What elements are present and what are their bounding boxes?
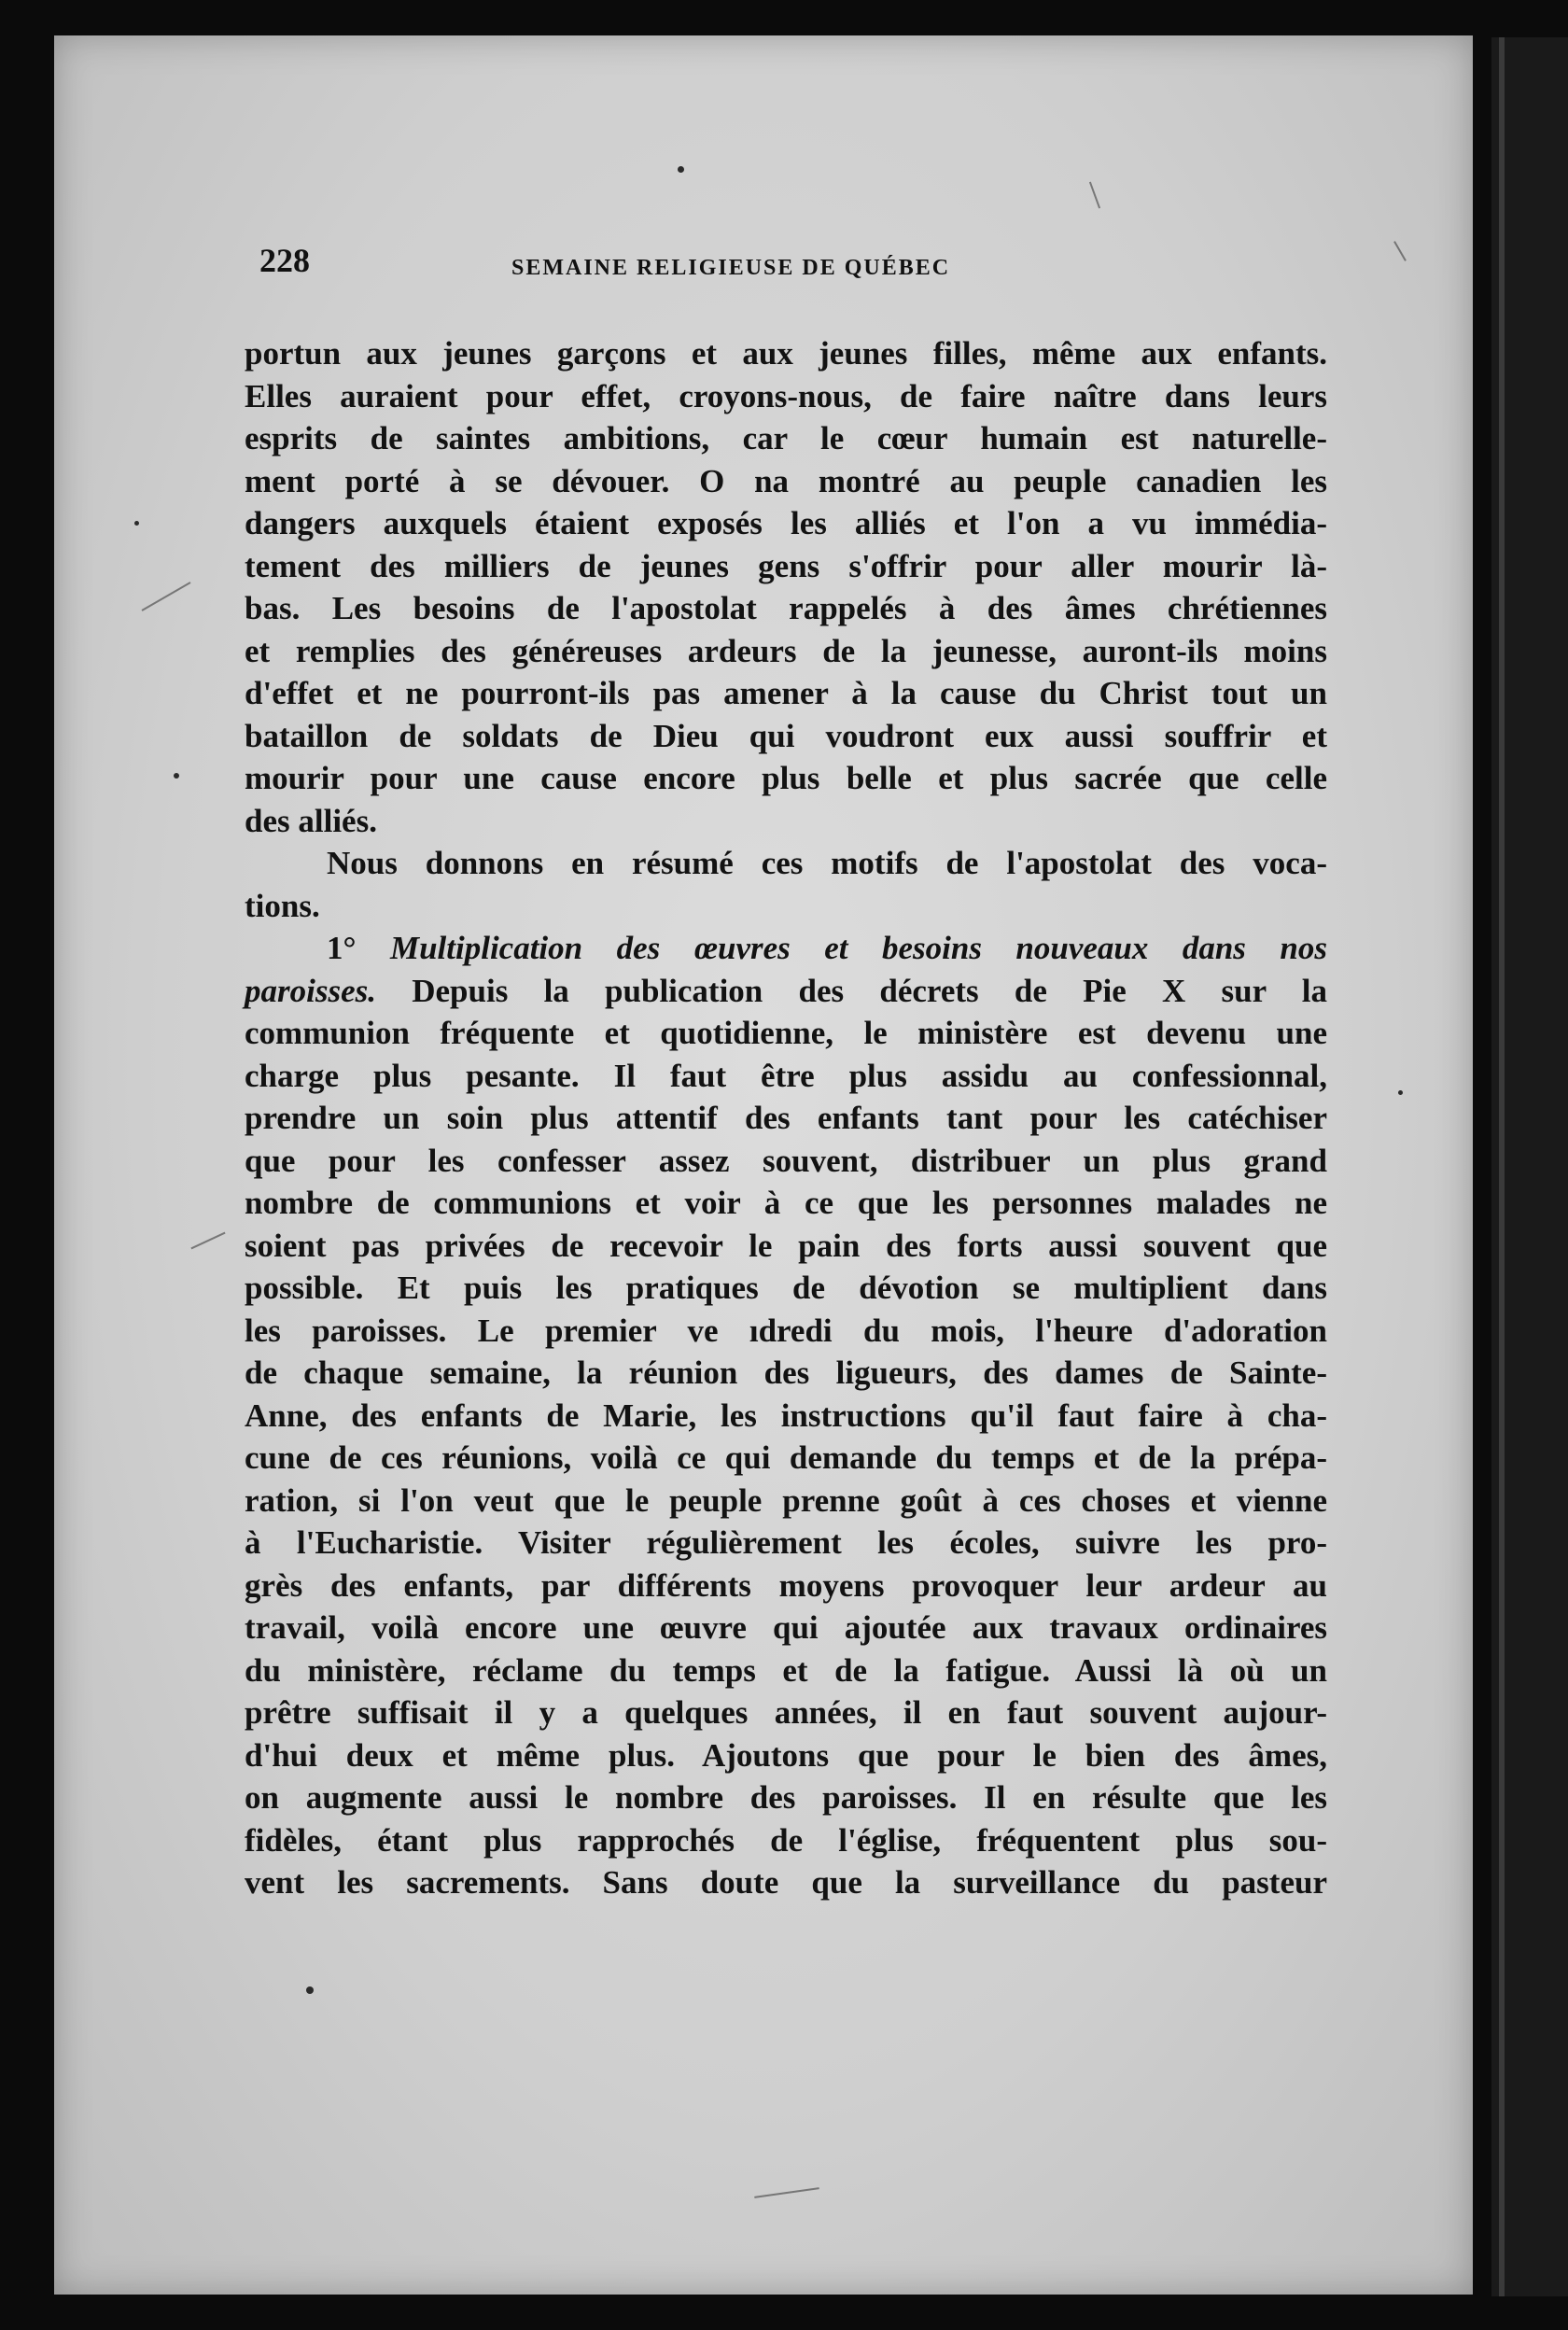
text-line [245,332,1327,375]
text-segment: Nous donnons en résumé ces motifs de l'apostolat des voca- [327,845,1327,881]
text-line [245,1480,1327,1523]
page-edge-line [1499,37,1505,2296]
text-line [245,1140,1327,1183]
italic-text-segment: Multiplication des œuvres et besoins nouveaux dans nos [389,930,1327,966]
text-segment: ration, si l'on veut que le peuple prenne goût à ces choses et vienne [245,1481,1327,1519]
text-line [245,587,1327,630]
text-line [245,1734,1327,1777]
text-line [245,1182,1327,1225]
text-line [245,970,1327,1013]
text-line [245,1352,1327,1395]
text-segment: communion fréquente et quotidienne, le ministère est devenu une [245,1015,1327,1051]
text-line [245,502,1327,545]
text-segment: les paroisses. Le premier ve ıdredi du mois, l'heure d'adoration [245,1312,1327,1349]
text-segment: que pour les confesser assez souvent, distribuer un plus grand [245,1142,1327,1179]
film-scratch [1089,182,1100,209]
text-segment: de chaque semaine, la réunion des ligueurs, des dames de Sainte- [245,1354,1327,1391]
text-segment: vent les sacrements. Sans doute que la surveillance du pasteur [245,1864,1327,1901]
adjacent-page-edge [1491,37,1568,2296]
text-segment: bataillon de soldats de Dieu qui voudront eux aussi souffrir et [245,717,1327,754]
text-line [245,545,1327,588]
film-scratch [190,1232,225,1250]
text-segment: possible. Et puis les pratiques de dévotion se multiplient dans [245,1270,1327,1306]
text-line [245,800,1327,843]
text-line [245,1437,1327,1480]
text-segment: et remplies des généreuses ardeurs de la jeunesse, auront-ils moins [245,632,1327,669]
text-segment: fidèles, étant plus rapprochés de l'église, fréquentent plus sou- [245,1821,1327,1859]
text-line [245,1861,1327,1904]
text-segment: charge plus pesante. Il faut être plus assidu au confessionnal, [245,1057,1327,1094]
text-line [245,1310,1327,1353]
text-line [245,375,1327,418]
text-segment: à l'Eucharistie. Visiter régulièrement les écoles, suivre les pro- [245,1524,1327,1561]
text-segment: grès des enfants, par différents moyens provoquer leur ardeur au [245,1566,1327,1604]
film-speck [678,166,684,173]
text-segment: ment porté à se dévouer. O na montré au peuple canadien les [245,462,1327,499]
text-line [245,842,1327,885]
text-line [245,1225,1327,1268]
running-title: SEMAINE RELIGIEUSE DE QUÉBEC [511,256,951,280]
text-line [245,672,1327,715]
text-line [245,1649,1327,1692]
text-segment: mourir pour une cause encore plus belle et plus sacrée que celle [245,760,1327,796]
text-line [245,1691,1327,1734]
film-speck [1398,1090,1403,1095]
page-header [259,241,1099,297]
text-line [245,1055,1327,1098]
text-segment: d'hui deux et même plus. Ajoutons que pour le bien des âmes, [245,1736,1327,1774]
film-scratch [1393,241,1407,261]
text-line [245,630,1327,673]
text-segment: 1° [327,930,390,966]
text-segment: esprits de saintes ambitions, car le cœur humain est naturelle- [245,420,1327,456]
body-text [245,332,1327,1904]
text-segment: on augmente aussi le nombre des paroisses. Il en résulte que les [245,1779,1327,1816]
italic-text-segment: paroisses. [245,972,376,1009]
text-line [245,885,1327,928]
text-line [245,1522,1327,1565]
text-line [245,1565,1327,1607]
text-segment: prêtre suffisait il y a quelques années, il en faut souvent aujour- [245,1694,1327,1731]
film-scratch [142,582,191,611]
text-segment: cune de ces réunions, voilà ce qui demande du temps et de la prépa- [245,1439,1327,1476]
text-line [245,1395,1327,1438]
text-line [245,1819,1327,1862]
text-segment: tement des milliers de jeunes gens s'offrir pour aller mourir là- [245,547,1327,584]
text-segment: Elles auraient pour effet, croyons-nous, de faire naître dans leurs [245,377,1327,414]
text-segment: du ministère, réclame du temps et de la fatigue. Aussi là où un [245,1651,1327,1689]
text-line [245,1097,1327,1140]
text-line [245,460,1327,503]
film-speck [174,773,179,779]
text-segment: dangers auxquels étaient exposés les alliés et l'on a vu immédia- [245,505,1327,541]
film-speck [134,521,139,526]
text-line [245,715,1327,758]
text-segment: prendre un soin plus attentif des enfants tant pour les catéchiser [245,1100,1327,1136]
film-speck [306,1986,314,1994]
film-scratch [754,2187,819,2198]
text-line [245,417,1327,460]
text-segment: bas. Les besoins de l'apostolat rappelés à des âmes chrétiennes [245,590,1327,626]
text-segment: Depuis la publication des décrets de Pie X sur la [376,972,1327,1009]
text-segment: portun aux jeunes garçons et aux jeunes filles, même aux enfants. [245,335,1327,372]
text-segment: Anne, des enfants de Marie, les instructions qu'il faut faire à cha- [245,1397,1327,1434]
text-line [245,1012,1327,1055]
text-line [245,927,1327,970]
text-segment: d'effet et ne pourront-ils pas amener à la cause du Christ tout un [245,675,1327,711]
text-line [245,1776,1327,1819]
text-segment: tions. [245,887,320,924]
text-segment: travail, voilà encore une œuvre qui ajoutée aux travaux ordinaires [245,1609,1327,1646]
text-segment: soient pas privées de recevoir le pain des forts aussi souvent que [245,1227,1327,1264]
text-line [245,1267,1327,1310]
page-number: 228 [259,242,310,279]
text-segment: nombre de communions et voir à ce que les personnes malades ne [245,1185,1327,1221]
text-segment: des alliés. [245,802,377,839]
text-line [245,1607,1327,1649]
text-line [245,757,1327,800]
